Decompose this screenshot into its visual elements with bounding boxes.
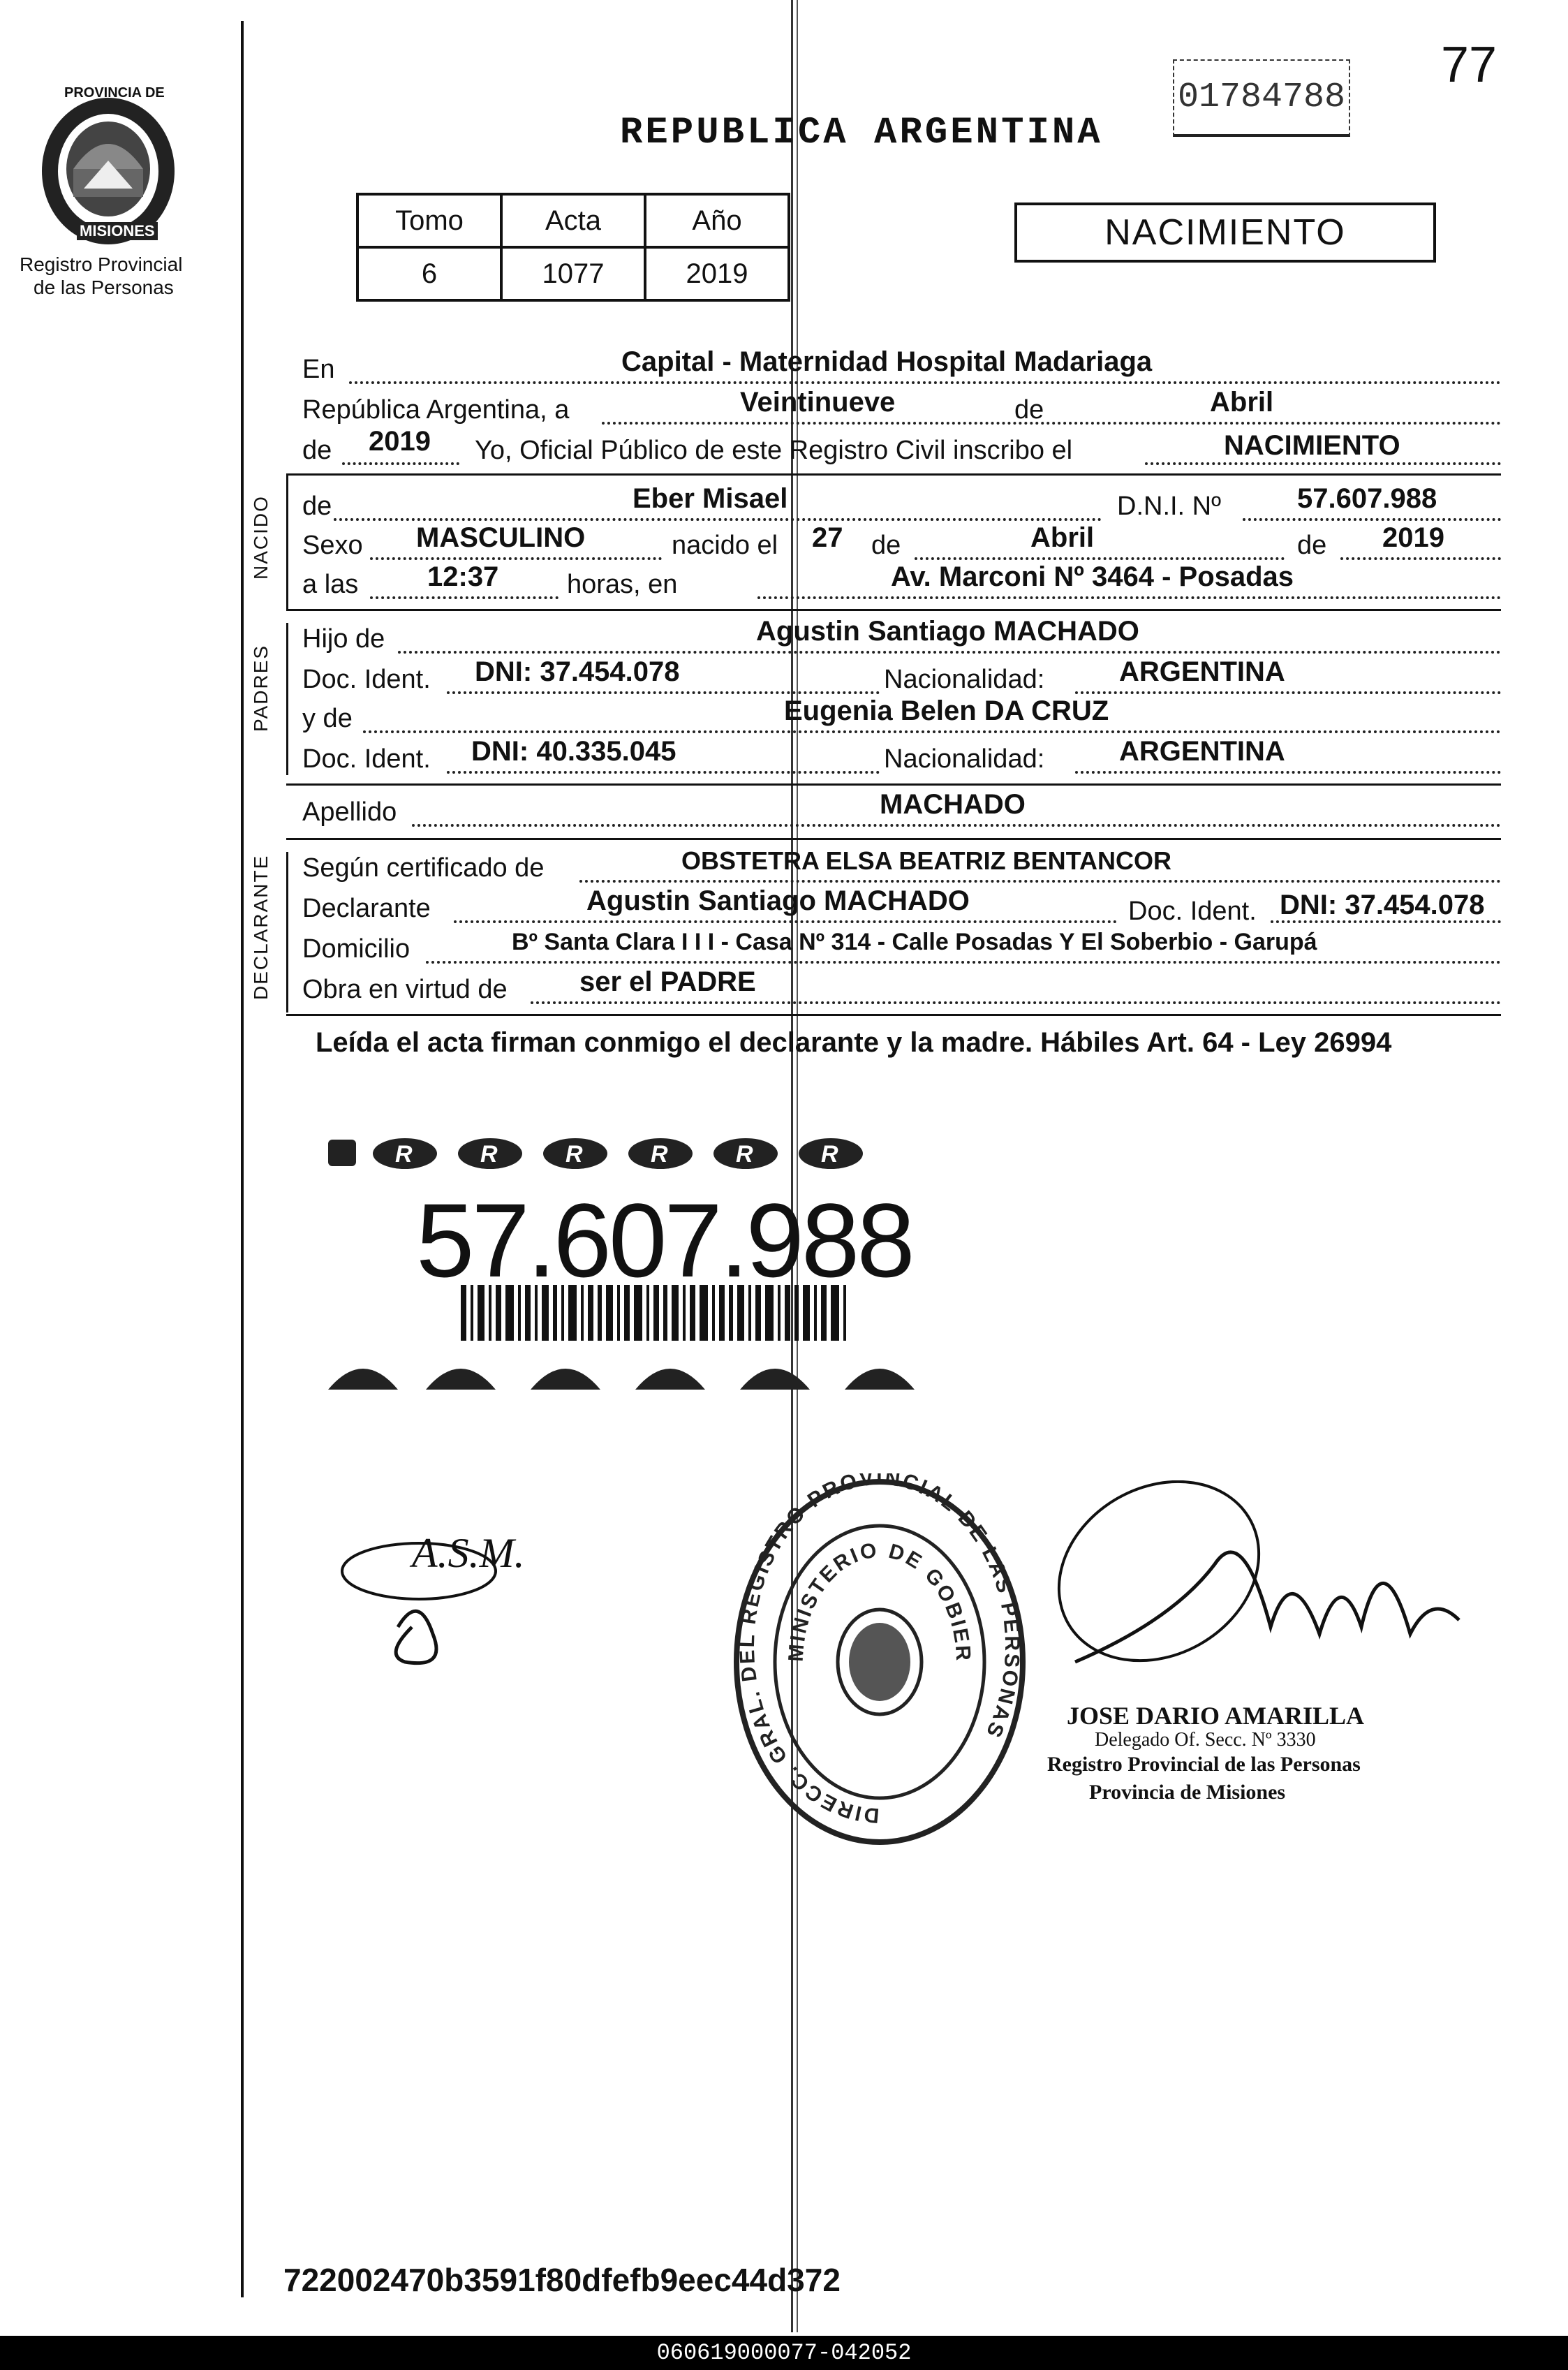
dotted-line <box>334 518 1102 521</box>
section-divider <box>286 1014 1501 1016</box>
dotted-line <box>1075 691 1501 694</box>
dotted-line <box>531 1001 1501 1004</box>
dotted-line <box>370 557 662 560</box>
dotted-line <box>1145 462 1501 465</box>
declarante-label: Declarante <box>302 894 431 923</box>
section-bracket <box>286 473 288 610</box>
birth-day: 27 <box>812 522 843 553</box>
registration-day: Veintinueve <box>740 387 896 418</box>
official-signature <box>1033 1480 1480 1690</box>
dotted-line <box>454 920 1117 923</box>
de-label: de <box>871 531 901 560</box>
dotted-line <box>1340 557 1501 560</box>
en-label: En <box>302 355 335 384</box>
child-name: Eber Misael <box>633 483 788 514</box>
registry-caption-2: de las Personas <box>34 277 174 298</box>
dotted-line <box>602 422 1501 425</box>
mother-nationality: ARGENTINA <box>1119 736 1285 767</box>
birth-time: 12:37 <box>427 561 499 592</box>
dotted-line <box>579 880 1501 883</box>
section-bracket <box>286 852 288 1013</box>
official-signature-icon <box>1033 1480 1480 1690</box>
record-table <box>356 193 790 302</box>
padres-section-label: PADRES <box>250 644 272 732</box>
svg-text:R: R <box>395 1141 413 1168</box>
doc-label: Doc. Ident. <box>302 744 431 774</box>
dotted-line <box>447 691 880 694</box>
record-table-cell: 6 <box>357 247 501 300</box>
child-sex: MASCULINO <box>416 522 586 553</box>
sticker-id-number: 57.607.988 <box>416 1182 912 1299</box>
declarante-section-label: DECLARANTE <box>250 854 272 1000</box>
svg-text:R: R <box>736 1141 753 1168</box>
dotted-line <box>757 596 1501 599</box>
record-table-header: Año <box>645 194 789 247</box>
official-title-2: Registro Provincial de las Personas <box>1047 1753 1361 1776</box>
surname: MACHADO <box>880 789 1026 820</box>
svg-text:R: R <box>480 1141 498 1168</box>
dni-label: D.N.I. Nº <box>1117 492 1221 521</box>
sexo-label: Sexo <box>302 531 363 560</box>
doc-label: Doc. Ident. <box>1128 897 1257 926</box>
doc-label: Doc. Ident. <box>302 665 431 694</box>
seal-outer-text: DIRECC. GRAL. DEL REGISTRO PROVINCIAL DE LAS PERSONAS <box>735 1473 1024 1827</box>
registration-month: Abril <box>1210 387 1274 418</box>
declarant-doc: DNI: 37.454.078 <box>1280 890 1485 920</box>
horas-label: horas, en <box>567 570 678 599</box>
record-table-header: Acta <box>501 194 645 247</box>
government-seal-icon <box>726 1473 1033 1850</box>
record-table-cell: 2019 <box>645 247 789 300</box>
official-title-3: Provincia de Misiones <box>1089 1781 1286 1804</box>
nacido-section-label: NACIDO <box>250 495 272 580</box>
cert-label: Según certificado de <box>302 853 545 883</box>
de-label: de <box>1297 531 1327 560</box>
section-bracket <box>286 623 288 775</box>
obra-label: Obra en virtud de <box>302 975 508 1004</box>
birth-year: 2019 <box>1382 522 1444 553</box>
father-nationality: ARGENTINA <box>1119 656 1285 687</box>
section-divider <box>286 783 1501 786</box>
document-title: REPUBLICA ARGENTINA <box>620 112 1103 154</box>
father-doc: DNI: 37.454.078 <box>475 656 680 687</box>
section-divider <box>286 609 1501 611</box>
page-number: 77 <box>1441 37 1497 93</box>
dotted-line <box>363 730 1501 733</box>
seal-bottom-text: MISIONES <box>77 222 158 240</box>
record-type-box: NACIMIENTO <box>1014 203 1436 263</box>
declarant-name: Agustin Santiago MACHADO <box>586 885 970 916</box>
dotted-line <box>426 961 1501 964</box>
nacido-label: nacido el <box>672 531 778 560</box>
nationality-label: Nacionalidad: <box>884 665 1045 694</box>
section-divider <box>286 838 1501 840</box>
dotted-line <box>1243 518 1501 521</box>
dotted-line <box>342 462 459 465</box>
official-seal <box>726 1473 1033 1850</box>
declarant-initials: A.S.M. <box>412 1530 525 1576</box>
dotted-line <box>412 824 1501 827</box>
dotted-line <box>447 771 880 774</box>
child-dni: 57.607.988 <box>1297 483 1437 514</box>
mother-name: Eugenia Belen DA CRUZ <box>784 695 1109 726</box>
birth-month: Abril <box>1030 522 1095 553</box>
dotted-line <box>1075 771 1501 774</box>
yde-label: y de <box>302 704 353 733</box>
republica-label: República Argentina, a <box>302 395 570 425</box>
left-margin-line <box>241 21 244 2297</box>
a-las-label: a las <box>302 570 359 599</box>
serial-number: 01784788 <box>1173 59 1350 137</box>
dotted-line <box>915 557 1285 560</box>
seal-top-text: PROVINCIA DE <box>64 85 165 101</box>
footer-code: 060619000077-042052 <box>0 2336 1568 2370</box>
record-table-cell: 1077 <box>501 247 645 300</box>
svg-text:R: R <box>565 1141 583 1168</box>
mother-doc: DNI: 40.335.045 <box>471 736 676 767</box>
registration-year: 2019 <box>369 426 431 457</box>
de2-label: de <box>302 436 332 465</box>
de-label: de <box>302 492 332 521</box>
svg-text:R: R <box>821 1141 838 1168</box>
domicilio-label: Domicilio <box>302 934 411 964</box>
officer-text: Yo, Oficial Público de este Registro Civil inscribo el <box>475 436 1073 465</box>
declarant-address: Bº Santa Clara I I I - Casa Nº 314 - Calle Posadas Y El Soberbio - Garupá <box>512 929 1317 955</box>
reading-text: Leída el acta firman conmigo el declarante y la madre. Hábiles Art. 64 - Ley 26994 <box>316 1027 1392 1058</box>
seal-inner-text: MINISTERIO DE GOBIER <box>784 1538 975 1663</box>
official-name: JOSE DARIO AMARILLA <box>1067 1702 1365 1730</box>
dotted-line <box>370 596 559 599</box>
act-type: NACIMIENTO <box>1224 430 1400 461</box>
dotted-line <box>398 651 1501 654</box>
certificate-issuer: OBSTETRA ELSA BEATRIZ BENTANCOR <box>681 846 1171 875</box>
de-label: de <box>1014 395 1044 425</box>
dotted-line <box>349 381 1501 384</box>
hijo-label: Hijo de <box>302 624 385 654</box>
svg-text:R: R <box>651 1141 668 1168</box>
record-table-header: Tomo <box>357 194 501 247</box>
nationality-label: Nacionalidad: <box>884 744 1045 774</box>
birth-place: Capital - Maternidad Hospital Madariaga <box>621 346 1153 377</box>
birth-address: Av. Marconi Nº 3464 - Posadas <box>891 561 1294 592</box>
official-title-1: Delegado Of. Secc. Nº 3330 <box>1095 1729 1316 1751</box>
document-hash: 722002470b3591f80dfefb9eec44d372 <box>283 2262 841 2298</box>
registry-caption-1: Registro Provincial <box>20 253 183 275</box>
declarant-capacity: ser el PADRE <box>579 966 756 997</box>
section-divider <box>286 473 1501 476</box>
father-name: Agustin Santiago MACHADO <box>756 616 1139 647</box>
apellido-label: Apellido <box>302 797 397 827</box>
